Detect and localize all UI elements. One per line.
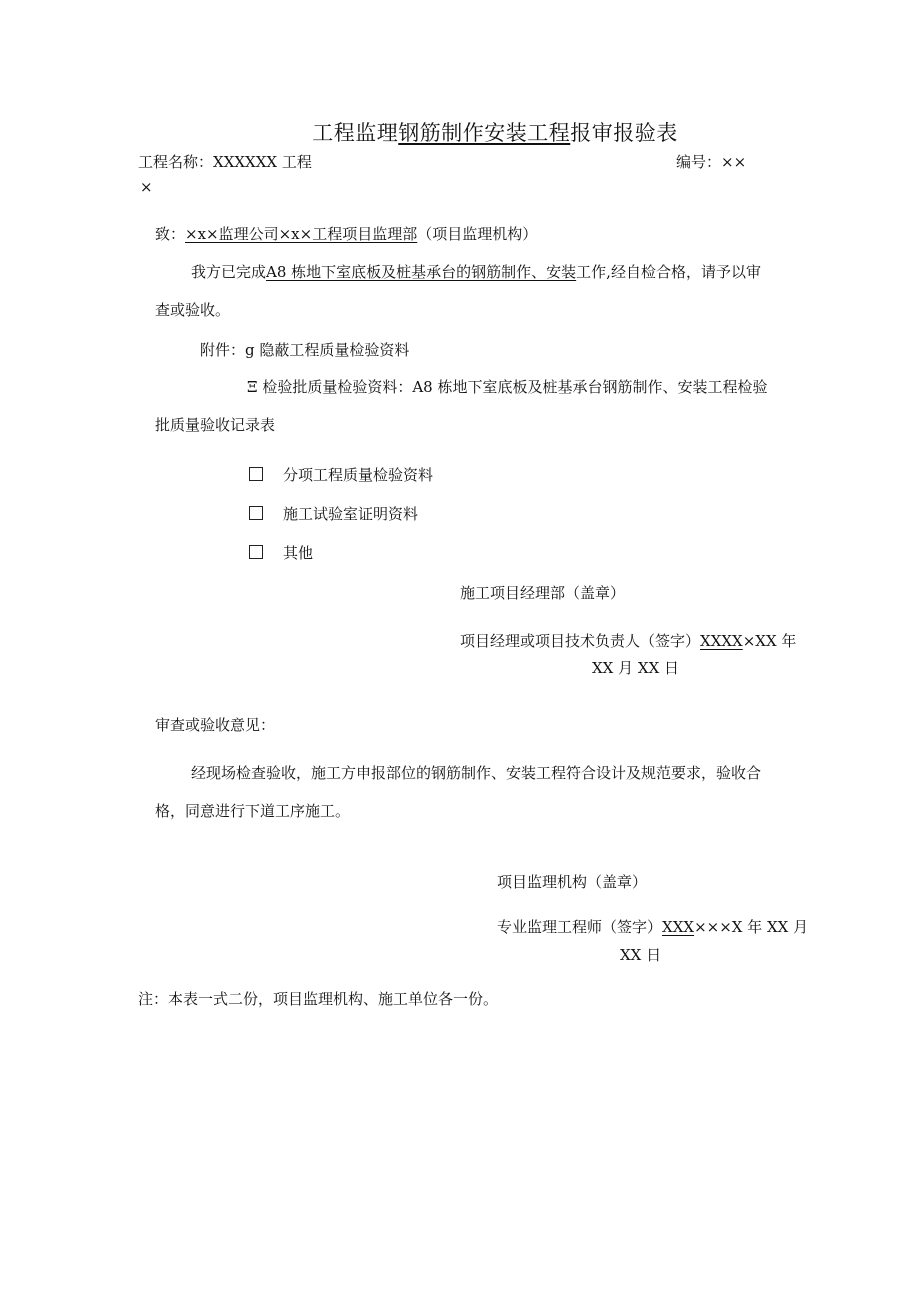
statement-work: A8 栋地下室底板及桩基承台的钢筋制作、安装 xyxy=(266,263,577,281)
supervisor-signer-name: XXX xyxy=(662,918,695,936)
contractor-date-line1: ×XX 年 xyxy=(742,632,797,650)
review-heading: 审查或验收意见： xyxy=(155,716,276,734)
contractor-dept: 施工项目经理部（盖章） xyxy=(460,584,626,602)
statement-paragraph xyxy=(155,253,855,329)
form-number xyxy=(676,151,746,172)
project-name-label: 工程名称： xyxy=(138,153,214,171)
attachment-item2-mark: Ξ xyxy=(247,378,258,396)
statement-prefix: 我方已完成 xyxy=(191,263,267,281)
attachment-item2-line1 xyxy=(155,368,855,406)
form-number-wrap: × xyxy=(140,178,153,196)
supervisor-date-line1: ×××X 年 XX 月 xyxy=(694,918,809,936)
contractor-date-line2: XX 月 XX 日 xyxy=(592,659,680,677)
attachment-item1-mark: g xyxy=(245,341,255,359)
addressee-prefix: 致： xyxy=(155,225,186,243)
form-number-label: 编号： xyxy=(676,153,722,171)
supervisor-signature-line xyxy=(497,916,808,937)
contractor-signer-label: 项目经理或项目技术负责人（签字） xyxy=(460,632,701,650)
attachment-item1 xyxy=(200,339,409,360)
statement-line2: 查或验收。 xyxy=(155,301,231,319)
review-opinion xyxy=(155,754,855,830)
checkbox-label: 施工试验室证明资料 xyxy=(283,505,419,523)
checkbox-item xyxy=(249,503,418,524)
supervisor-org: 项目监理机构（盖章） xyxy=(497,873,648,891)
attachment-item2-text: 检验批质量检验资料：A8 栋地下室底板及桩基承台钢筋制作、安装工程检验 xyxy=(262,378,768,396)
supervisor-signer-label: 专业监理工程师（签字） xyxy=(497,918,663,936)
attachment-item2 xyxy=(155,368,855,444)
checkbox-label: 其他 xyxy=(283,544,314,562)
title-part3: 报审报验表 xyxy=(570,121,678,145)
contractor-signer-name: XXXX xyxy=(700,632,743,650)
checkbox-label: 分项工程质量检验资料 xyxy=(283,466,434,484)
form-number-value: ×× xyxy=(721,153,747,171)
project-name-line xyxy=(138,151,312,172)
statement-suffix: 工作,经自检合格，请予以审 xyxy=(576,263,761,281)
checkbox-icon[interactable] xyxy=(249,545,263,559)
addressee-suffix: （项目监理机构） xyxy=(417,225,538,243)
addressee-recipient: ×x×监理公司×x×工程项目监理部 xyxy=(185,225,418,243)
checkbox-item xyxy=(249,464,433,485)
contractor-signature-line xyxy=(460,630,796,651)
project-name-value: XXXXXX 工程 xyxy=(213,153,312,171)
checkbox-item xyxy=(249,542,313,563)
review-opinion-line2: 格，同意进行下道工序施工。 xyxy=(155,802,351,820)
title-part2: 钢筋制作安装工程 xyxy=(398,121,571,145)
supervisor-date-line2: XX 日 xyxy=(620,946,662,964)
statement-line1 xyxy=(155,253,855,291)
form-title xyxy=(0,117,920,147)
footnote: 注：本表一式二份，项目监理机构、施工单位各一份。 xyxy=(138,990,499,1008)
addressee-line xyxy=(155,223,537,244)
checkbox-icon[interactable] xyxy=(249,506,263,520)
attachment-item1-text: 隐蔽工程质量检验资料 xyxy=(259,341,410,359)
checkbox-icon[interactable] xyxy=(249,467,263,481)
attachment-item2-line2: 批质量验收记录表 xyxy=(155,416,276,434)
title-part1: 工程监理 xyxy=(312,121,399,145)
review-opinion-line1: 经现场检查验收，施工方申报部位的钢筋制作、安装工程符合设计及规范要求，验收合 xyxy=(191,764,762,782)
attachments-label: 附件： xyxy=(200,341,246,359)
